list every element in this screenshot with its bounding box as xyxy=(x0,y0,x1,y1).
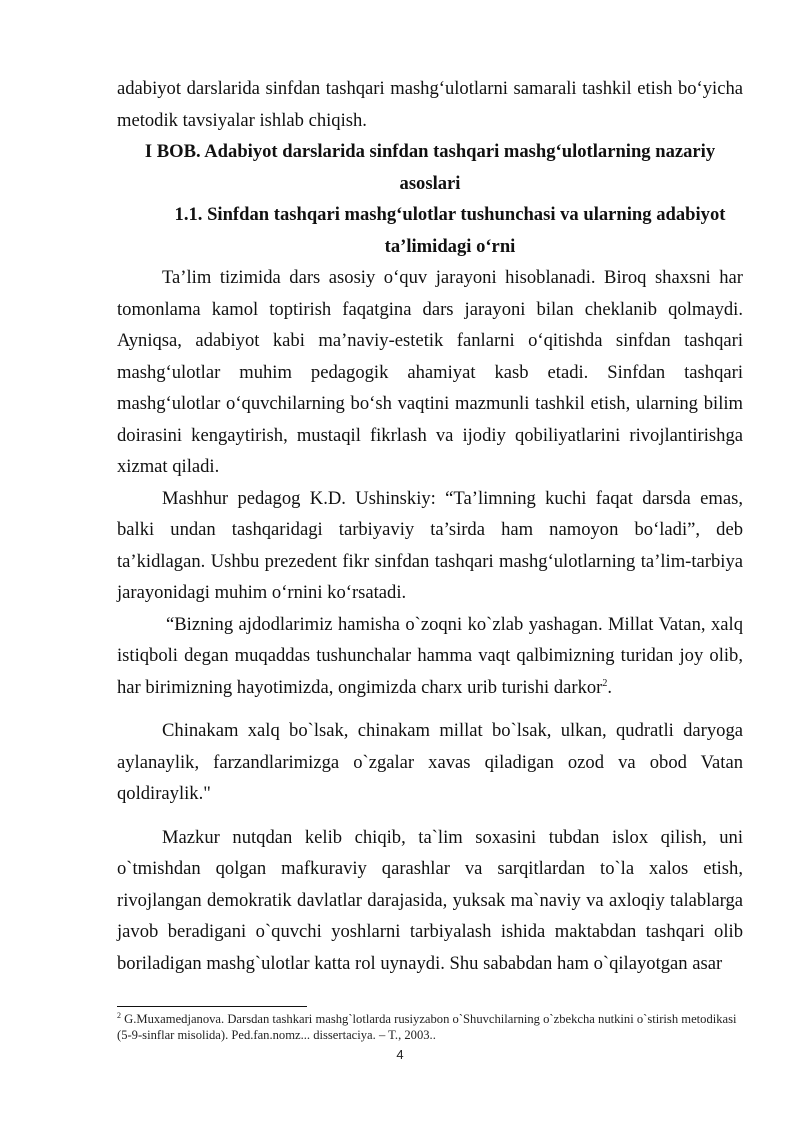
footnote-text: G.Muxamedjanova. Darsdan tashkari mashg`lotlarda rusiyzabon o`Shuvchilarning o`zbekcha nutkini o`stirish metodikasi (5-9-sinflar misolida). Ped.fan.nomz... dissertaciya. – T., 2003.. xyxy=(117,1012,737,1042)
quote-paragraph xyxy=(117,609,743,704)
body-paragraph-4: Chinakam xalq bo`lsak, chinakam millat bo`lsak, ulkan, qudratli daryoga aylanaylik, farzandlarimizga o`zgalar xavas qiladigan ozod va obod Vatan qoldiraylik." xyxy=(117,720,743,804)
section-title: 1.1. Sinfdan tashqari mashg‘ulotlar tushunchasi va ularning adabiyot ta’limidagi o‘rni xyxy=(174,204,726,257)
page-body xyxy=(117,73,743,979)
footnote-divider xyxy=(117,1006,307,1007)
chapter-title: I BOB. Adabiyot darslarida sinfdan tashqari mashg‘ulotlarning nazariy asoslari xyxy=(144,141,716,194)
footnote-mark: 2 xyxy=(117,1010,121,1020)
intro-paragraph: adabiyot darslarida sinfdan tashqari mashg‘ulotlarni samarali tashkil etish bo‘yicha metodik tavsiyalar ishlab chiqish. xyxy=(117,78,743,131)
quote-end: . xyxy=(607,676,613,698)
footnote-reference[interactable]: 2 xyxy=(602,677,608,689)
page-number: 4 xyxy=(396,1047,404,1062)
body-paragraph-1: Ta’lim tizimida dars asosiy o‘quv jarayoni hisoblanadi. Biroq shaxsni har tomonlama kamol toptirish faqatgina dars jarayoni bilan cheklanib qolmaydi. Ayniqsa, adabiyot kabi ma’naviy-estetik fanlarni o‘qitishda sinfdan tashqari mashg‘ulotlar muhim pedagogik ahamiyat kasb etadi. Sinfdan tashqari mashg‘ulotlar o‘quvchilarning bo‘sh vaqtini mazmunli tashkil etish, ularning bilim doirasini kengaytirish, mustaqil fikrlash va ijodiy qobiliyatlarini rivojlantirishga xizmat qiladi. xyxy=(117,267,743,477)
body-paragraph-2: Mashhur pedagog K.D. Ushinskiy: “Ta’limning kuchi faqat darsda emas, balki undan tashqaridagi tarbiyaviy ta’sirda ham namoyon bo‘ladi”, deb ta’kidlagan. Ushbu prezedent fikr sinfdan tashqari mashg‘ulotlarning ta’lim-tarbiya jarayonidagi muhim o‘rnini ko‘rsatadi. xyxy=(117,487,743,603)
body-paragraph-5: Mazkur nutqdan kelib chiqib, ta`lim soxasini tubdan islox qilish, uni o`tmishdan qolgan mafkuraviy qarashlar va sarqitlardan to`la xalos etish, rivojlangan demokratik davlatlar darajasida, yuksak ma`naviy va axloqiy talablarga javob beradigani o`quvchi yoshlarni tarbiyalash ishida maktabdan tashqari olib boriladigan mashg`ulotlar katta rol uynaydi. Shu sababdan ham o`qilayotgan asar xyxy=(117,826,743,974)
quote-text: “Bizning ajdodlarimiz hamisha o`zoqni ko`zlab yashagan. Millat Vatan, xalq istiqboli degan muqaddas tushunchalar hamma vaqt qalbimizning turidan joy olib, har birimizning hayotimizda, ongimizda charx urib turishi darkor xyxy=(117,613,743,698)
footnote xyxy=(117,1011,747,1043)
